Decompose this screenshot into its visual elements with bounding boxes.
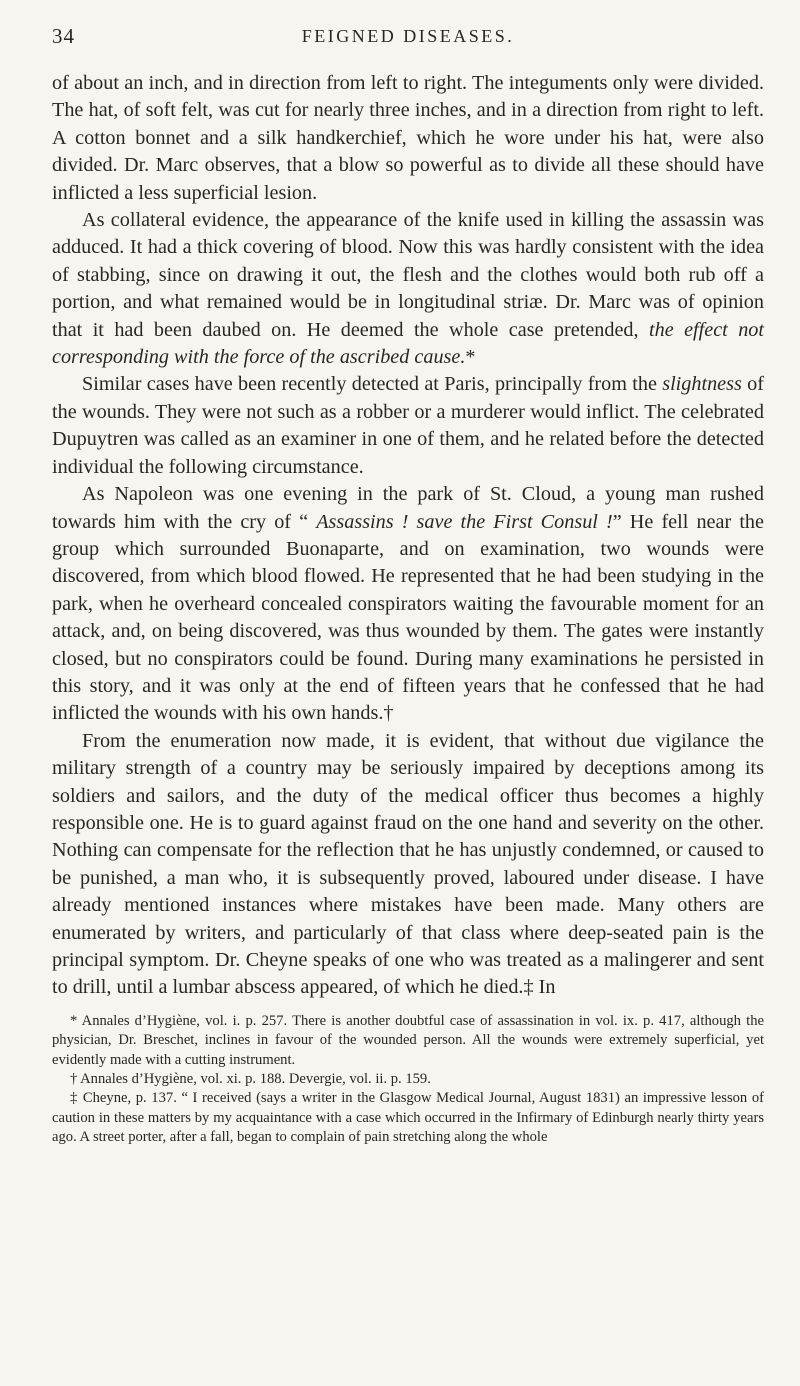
footnote-2: † Annales d’Hygiène, vol. xi. p. 188. Devergie, vol. ii. p. 159.: [70, 1071, 431, 1088]
paragraph-3: Similar cases have been recently detected at Paris, principally from the slightness of the wounds. They were not such as a robber or a murderer would inflict. The celebrated Dupuytren was called as an examiner in one of them, and he related before the detected individual the following circumstance.: [52, 373, 764, 478]
paragraph-4: As Napoleon was one evening in the park of St. Cloud, a young man rushed towards him with the cry of “ Assassins ! save the First Consul !” He fell near the group which surrounded Buonaparte, and on examination, two wounds were discovered, from which blood flowed. He represented that he had been studying in the park, when he overheard concealed conspirators waiting the favourable moment for an attack, and, on being discovered, was thus wounded by them. The gates were instantly closed, but no conspirators could be found. During many examinations he persisted in this story, and it was only at the end of fifteen years that he confessed that he had inflicted the wounds with his own hands.†: [52, 483, 764, 725]
footnote-3: ‡ Cheyne, p. 137. “ I received (says a writer in the Glasgow Medical Journal, August 1831) an impressive lesson of caution in these matters by my acquaintance with a case which occurred in the Infirmary of Edinburgh nearly thirty years ago. A street porter, after a fall, began to complain of pain stretching along the whole: [52, 1090, 764, 1146]
paragraph-2: As collateral evidence, the appearance of the knife used in killing the assassin was adduced. It had a thick covering of blood. Now this was hardly consistent with the idea of stabbing, since on drawing it out, the flesh and the clothes would both rub off a portion, and what remained would be in longitudinal striæ. Dr. Marc was of opinion that it had been daubed on. He deemed the whole case pretended, the effect not corresponding with the force of the ascribed cause.*: [52, 209, 765, 369]
footnote-1: * Annales d’Hygiène, vol. i. p. 257. There is another doubtful case of assassination in vol. ix. p. 417, although the physician, Dr. Breschet, inclines in favour of the wounded person. All the wounds were extremely superficial, yet evidently made with a cutting instrument.: [52, 1012, 764, 1068]
running-head: [52, 24, 764, 54]
paragraph-5: From the enumeration now made, it is evident, that without due vigilance the military strength of a country may be seriously impaired by deceptions among its soldiers and sailors, and the duty of the medical officer thus becomes a highly responsible one. He is to guard against fraud on the one hand and severity on the other. Nothing can compensate for the reflection that he has unjustly condemned, or caused to be punished, a man who, it is subsequently proved, laboured under disease. I have already mentioned instances where mistakes have been made. Many others are enumerated by writers, and particularly of that class where deep-seated pain is the principal symptom. Dr. Cheyne speaks of one who was treated as a malingerer and sent to drill, until a lumbar abscess appeared, of which he died.‡ In: [52, 729, 764, 999]
body-text: [52, 70, 764, 1002]
paragraph-1: of about an inch, and in direction from left to right. The integuments only were divided. The hat, of soft felt, was cut for nearly three inches, and in a direction from right to left. A cotton bonnet and a silk handkerchief, which he wore under his hat, were also divided. Dr. Marc observes, that a blow so powerful as to divide all these should have inflicted a less superficial lesion.: [52, 72, 764, 204]
running-title: FEIGNED DISEASES.: [301, 26, 515, 46]
page-number: 34: [52, 24, 75, 48]
footnotes: [52, 1012, 764, 1148]
